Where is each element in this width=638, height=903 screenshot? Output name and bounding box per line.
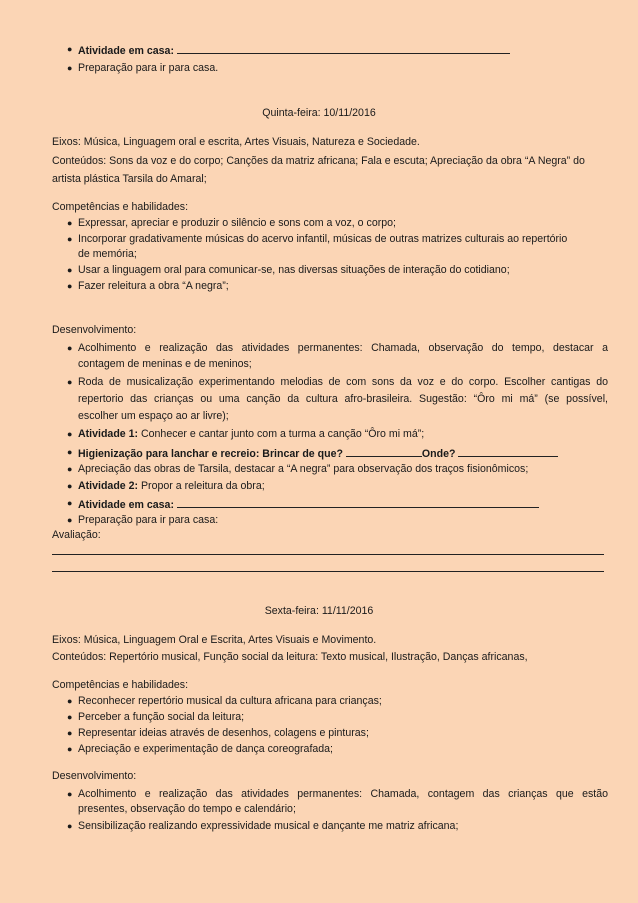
list-item-text: Preparação para ir para casa.: [78, 62, 219, 74]
list-item-text: Incorporar gradativamente músicas do acervo infantil, músicas de outras matrizes culturais ao repertório: [78, 233, 568, 245]
bullet-dot-icon: ●: [67, 728, 73, 738]
list-item-text: Apreciação e experimentação de dança coreografada;: [78, 743, 334, 755]
list-item-text: Acolhimento e realização das atividades permanentes: Chamada, observação do tempo, destacar a: [78, 342, 608, 354]
conteudos-text-cont: artista plástica Tarsila do Amaral;: [52, 173, 207, 185]
list-item: [67, 727, 608, 740]
competencias-title: Competências e habilidades:: [52, 679, 189, 691]
list-item-continuation: contagem de meninas e de meninos;: [78, 358, 252, 370]
bullet-dot-icon: ●: [67, 429, 73, 439]
bullet-dot-icon: ●: [67, 789, 73, 799]
activity-home-label: Atividade em casa:: [78, 499, 174, 511]
list-item: [67, 43, 608, 58]
list-item-text: Apreciação das obras de Tarsila, destacar a “A negra” para observação dos traços fisionômicos;: [78, 463, 529, 475]
bullet-dot-icon: ●: [67, 821, 73, 831]
activity-home-label: Atividade em casa:: [78, 45, 174, 57]
list-item-text: de memória;: [78, 248, 137, 260]
list-item-text: Representar ideias através de desenhos, colagens e pinturas;: [78, 727, 369, 739]
list-item-text: Roda de musicalização experimentando melodias de com sons da voz e do corpo. Escolher cantigas do: [78, 376, 608, 388]
list-item: [67, 428, 608, 441]
list-item: [67, 463, 608, 476]
bullet-dot-icon: ●: [67, 464, 73, 474]
bullet-dot-icon: ●: [67, 281, 73, 291]
bullet-dot-icon: ●: [67, 515, 73, 525]
evaluation-line: [52, 554, 604, 555]
list-item-text: Propor a releitura da obra;: [138, 480, 265, 492]
list-item-text: Acolhimento e realização das atividades permanentes: Chamada, contagem das crianças que estão: [78, 788, 608, 800]
eixos-text: Eixos: Música, Linguagem oral e escrita, Artes Visuais, Natureza e Sociedade.: [52, 136, 420, 148]
list-item: [67, 342, 608, 355]
list-item-text: Fazer releitura a obra “A negra”;: [78, 280, 229, 292]
where-label: Onde?: [421, 448, 456, 460]
eixos-text: Eixos: Música, Linguagem Oral e Escrita, Artes Visuais e Movimento.: [52, 634, 377, 646]
blank-line: [346, 446, 422, 457]
list-item-text: Reconhecer repertório musical da cultura africana para crianças;: [78, 695, 382, 707]
bullet-dot-icon: ●: [67, 696, 73, 706]
desenvolvimento-title: Desenvolvimento:: [52, 770, 137, 782]
bullet-dot-icon: ●: [67, 498, 73, 508]
day-heading-thursday: Quinta-feira: 10/11/2016: [262, 107, 376, 119]
list-item: [67, 711, 608, 724]
list-item: [67, 743, 608, 756]
bullet-dot-icon: ●: [67, 234, 73, 244]
evaluation-line: [52, 571, 604, 572]
bullet-dot-icon: ●: [67, 481, 73, 491]
list-item-text: Sensibilização realizando expressividade musical e dançante me matriz africana;: [78, 820, 459, 832]
hygiene-label: Higienização para lanchar e recreio: Brincar de que?: [78, 448, 343, 460]
list-item-text: Perceber a função social da leitura;: [78, 711, 245, 723]
list-item: [67, 280, 608, 293]
list-item: [67, 480, 608, 493]
blank-line: [177, 43, 510, 54]
list-item: [67, 217, 608, 230]
bullet-dot-icon: ●: [67, 712, 73, 722]
list-item-continuation: escolher um espaço ao ar livre);: [78, 410, 229, 422]
bullet-dot-icon: ●: [67, 744, 73, 754]
list-item: [67, 62, 608, 75]
list-item: [67, 820, 608, 833]
bullet-dot-icon: ●: [67, 447, 73, 457]
list-item: [67, 376, 608, 389]
avaliacao-label: Avaliação:: [52, 529, 101, 541]
list-item: [67, 446, 608, 461]
list-item: [67, 233, 608, 246]
list-item-continuation: presentes, observação do tempo e calendário;: [78, 803, 296, 815]
list-item-text: Usar a linguagem oral para comunicar-se, nas diversas situações de interação do cotidiano;: [78, 264, 510, 276]
conteudos-text: Conteúdos: Sons da voz e do corpo; Canções da matriz africana; Fala e escuta; Apreciação da obra “A Negra” do: [52, 155, 585, 167]
list-item: [67, 497, 608, 512]
list-item-text: Conhecer e cantar junto com a turma a canção “Ôro mi má”;: [138, 428, 425, 440]
list-item-text: Preparação para ir para casa:: [78, 514, 219, 526]
competencias-title: Competências e habilidades:: [52, 201, 189, 213]
day-heading-friday: Sexta-feira: 11/11/2016: [264, 605, 374, 617]
activity-1-label: Atividade 1:: [78, 428, 139, 440]
bullet-dot-icon: ●: [67, 377, 73, 387]
bullet-dot-icon: ●: [67, 343, 73, 353]
list-item: [67, 695, 608, 708]
bullet-dot-icon: ●: [67, 44, 73, 54]
blank-line: [458, 446, 558, 457]
activity-2-label: Atividade 2:: [78, 480, 139, 492]
blank-line: [177, 497, 539, 508]
list-item: [67, 514, 608, 527]
list-item: [67, 788, 608, 801]
list-item-continuation: repertorio das crianças ou uma canção da cultura afro-brasileira. Sugestão: “Ôro mi má” (se possível,: [78, 393, 608, 405]
desenvolvimento-title: Desenvolvimento:: [52, 324, 137, 336]
conteudos-text: Conteúdos: Repertório musical, Função social da leitura: Texto musical, Ilustração, Danças africanas,: [52, 651, 528, 663]
bullet-dot-icon: ●: [67, 265, 73, 275]
bullet-dot-icon: ●: [67, 218, 73, 228]
list-item: [67, 264, 608, 277]
bullet-dot-icon: ●: [67, 63, 73, 73]
list-item-text: Expressar, apreciar e produzir o silêncio e sons com a voz, o corpo;: [78, 217, 396, 229]
list-item-continuation: [78, 248, 608, 261]
